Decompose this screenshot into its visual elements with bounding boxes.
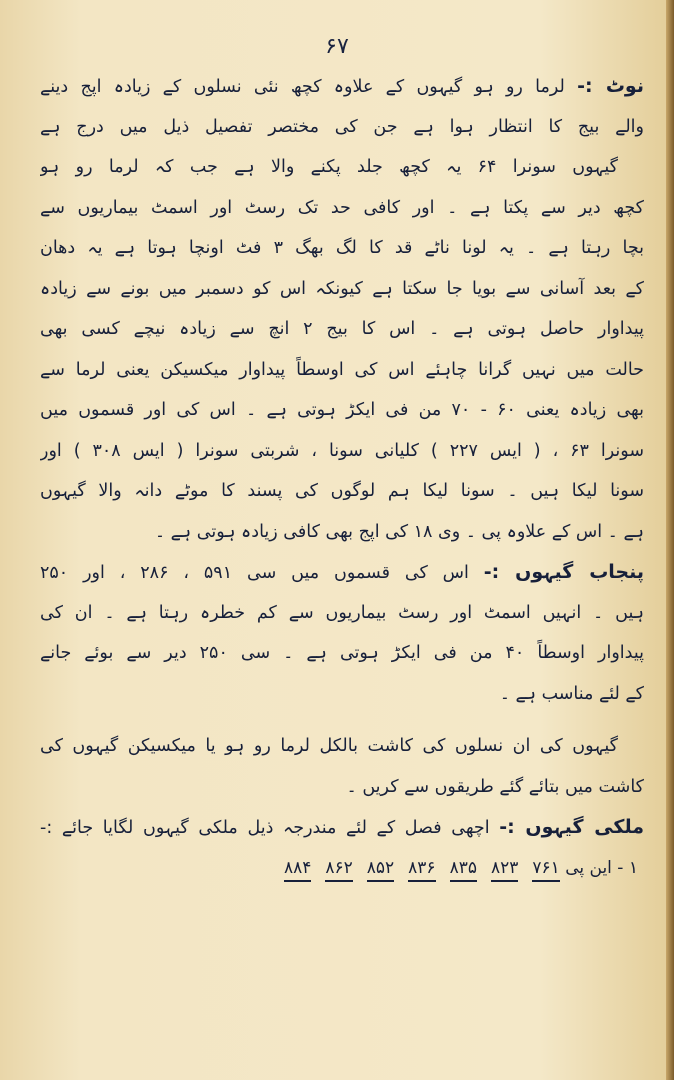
- binding-edge: [666, 0, 674, 1080]
- text-line: سونا لیکا ہیں ۔ سونا لیکا ہم لوگوں کی پسند کا موٹے دانہ والا گیہوں: [40, 481, 644, 501]
- text-line: [40, 807, 644, 848]
- text-line: گیہوں سونرا ۶۴ یہ کچھ جلد پکنے والا ہے جب کہ لرما رو ہو: [40, 157, 618, 177]
- text-line: بھی زیادہ یعنی ۶۰ - ۷۰ من فی ایکڑ ہوتی ہے ۔ اس کی اور قسموں میں: [40, 400, 644, 420]
- variety-number: ۸۲۳: [491, 856, 518, 882]
- line-body: لرما رو ہو گیہوں کے علاوہ کچھ نئی نسلوں کے زیادہ اپج دینے: [40, 77, 578, 97]
- section-heading: نوٹ :-: [577, 75, 644, 97]
- text-line: سونرا ۶۳ ، ( ایس ۲۲۷ ) کلیانی سونا ، شربتی سونرا ( ایس ۳۰۸ ) اور: [40, 440, 644, 461]
- section-heading: پنجاب گیہوں :-: [483, 561, 644, 583]
- text-lines: [40, 66, 644, 848]
- text-line: ہے ۔ اس کے علاوہ پی ۔ وی ۱۸ کی اپج بھی کافی زیادہ ہوتی ہے ۔: [154, 521, 644, 542]
- text-line: کاشت میں بتائے گئے طریقوں سے کریں ۔: [346, 776, 644, 797]
- section-heading: ملکی گیہوں :-: [499, 816, 644, 838]
- text-line: [40, 552, 644, 593]
- text-line: والے بیج کا انتظار ہوا ہے جن کی مختصر تفصیل ذیل میں درج ہے: [40, 116, 644, 137]
- variety-number: ۸۳۶: [408, 856, 435, 882]
- text-line: پیداوار حاصل ہوتی ہے ۔ اس کا بیج ۲ انچ سے زیادہ نیچے کسی بھی: [40, 319, 644, 339]
- text-line: حالت میں نہیں گرانا چاہئے اس کی اوسطاً پیداوار میکسیکن یعنی لرما سے: [40, 359, 644, 380]
- line-body: اس کی قسموں میں سی ۵۹۱ ، ۲۸۶ ، اور ۲۵۰: [40, 563, 484, 583]
- text-line: کچھ دیر سے پکتا ہے ۔ اور کافی حد تک رسٹ اور اسمٹ بیماریوں سے: [40, 197, 644, 218]
- urdu-text-block: [40, 66, 644, 888]
- text-line: پیداوار اوسطاً ۴۰ من فی ایکڑ ہوتی ہے ۔ سی ۲۵۰ دیر سے بوئے جانے: [40, 643, 644, 663]
- variety-number: ۸۸۴: [284, 856, 311, 882]
- text-line: ہیں ۔ انہیں اسمٹ اور رسٹ بیماریوں سے کم خطرہ رہتا ہے ۔ ان کی: [40, 602, 644, 623]
- text-line: گیہوں کی ان نسلوں کی کاشت بالکل لرما رو ہو یا میکسیکن گیہوں کی: [40, 736, 618, 756]
- text-line: [40, 66, 644, 107]
- varieties-prefix: ۱ - این پی: [565, 857, 638, 878]
- variety-numbers: [270, 858, 560, 878]
- text-line: بچا رہتا ہے ۔ یہ لونا ناٹے قد کا لگ بھگ ۳ فٹ اونچا ہوتا ہے یہ دھان: [40, 238, 644, 258]
- text-line: کے بعد آسانی سے بویا جا سکتا ہے کیونکہ اس کو دسمبر میں بونے سے زیادہ: [40, 278, 644, 299]
- variety-number: ۷۶۱: [532, 856, 559, 882]
- line-body: اچھی فصل کے لئے مندرجہ ذیل ملکی گیہوں لگایا جائے :-: [40, 818, 500, 838]
- varieties-line: [40, 848, 644, 888]
- text-line: کے لئے مناسب ہے ۔: [499, 683, 644, 704]
- page-number: ۶۷: [325, 34, 349, 59]
- variety-number: ۸۵۲: [367, 856, 394, 882]
- variety-number: ۸۶۲: [325, 856, 352, 882]
- variety-number: ۸۳۵: [450, 856, 477, 882]
